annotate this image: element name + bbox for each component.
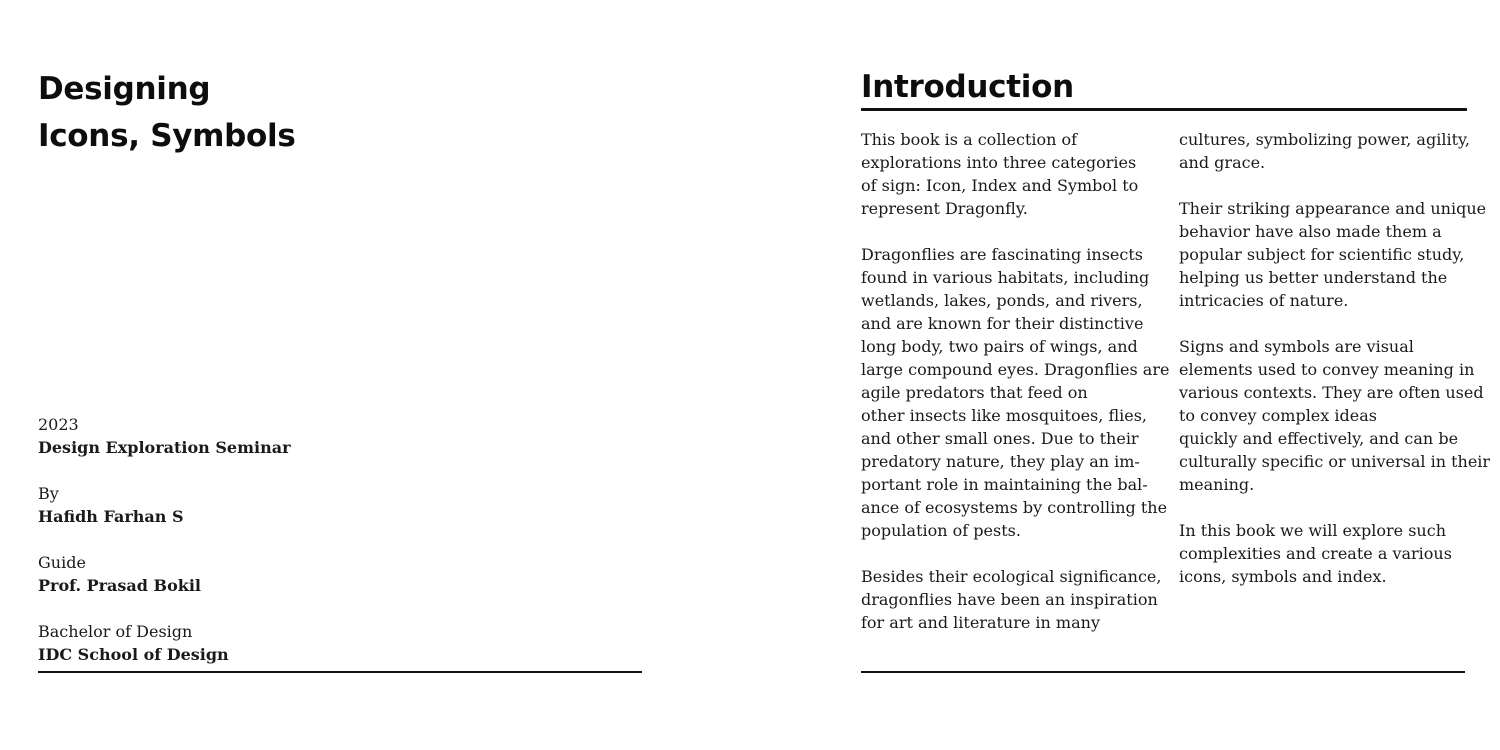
author-name: Hafidh Farhan S xyxy=(38,507,184,526)
text-column-1 xyxy=(861,128,1170,634)
text-line: ance of ecosystems by controlling the xyxy=(861,498,1168,517)
text-line: predatory nature, they play an im- xyxy=(861,452,1140,471)
text-line: portant role in maintaining the bal- xyxy=(861,475,1148,494)
text-line: dragonflies have been an inspiration xyxy=(861,590,1158,609)
paragraph xyxy=(1179,519,1479,588)
text-line: behavior have also made them a xyxy=(1179,222,1442,241)
text-line: and grace. xyxy=(1179,153,1266,172)
text-line: quickly and effectively, and can be xyxy=(1179,429,1459,448)
text-column-2 xyxy=(1179,128,1491,588)
text-line: explorations into three categories xyxy=(861,153,1137,172)
text-line: of sign: Icon, Index and Symbol to xyxy=(861,176,1139,195)
degree-label: Bachelor of Design xyxy=(38,622,193,641)
course-name: Design Exploration Seminar xyxy=(38,438,291,457)
paragraph xyxy=(1179,128,1479,174)
page-heading: Introduction xyxy=(861,69,1074,105)
text-line: cultures, symbolizing power, agility, xyxy=(1179,130,1470,149)
text-line: and are known for their distinctive xyxy=(861,314,1144,333)
guide-label: Guide xyxy=(38,553,86,572)
text-line: Their striking appearance and unique xyxy=(1179,199,1487,218)
title-line: Designing xyxy=(38,71,211,107)
text-line: elements used to convey meaning in xyxy=(1179,360,1475,379)
year-label: 2023 xyxy=(38,415,79,434)
text-line: large compound eyes. Dragonflies are xyxy=(861,360,1170,379)
text-line: various contexts. They are often used xyxy=(1179,383,1484,402)
text-line: and other small ones. Due to their xyxy=(861,429,1139,448)
text-line: culturally specific or universal in their xyxy=(1179,452,1491,471)
text-line: popular subject for scientific study, xyxy=(1179,245,1465,264)
text-line: Signs and symbols are visual xyxy=(1179,337,1414,356)
bottom-divider-right xyxy=(861,671,1465,673)
text-line: for art and literature in many xyxy=(861,613,1100,632)
text-line: agile predators that feed on xyxy=(861,383,1088,402)
paragraph xyxy=(861,243,1170,542)
credit-guide xyxy=(38,551,291,597)
text-line: represent Dragonfly. xyxy=(861,199,1028,218)
paragraph xyxy=(1179,335,1491,496)
text-line: Dragonflies are fascinating insects xyxy=(861,245,1143,264)
text-line: helping us better understand the xyxy=(1179,268,1448,287)
text-line: found in various habitats, including xyxy=(861,268,1150,287)
text-line: complexities and create a various xyxy=(1179,544,1452,563)
credit-institution xyxy=(38,620,291,666)
text-line: population of pests. xyxy=(861,521,1021,540)
text-line: Besides their ecological significance, xyxy=(861,567,1162,586)
credit-course xyxy=(38,413,291,459)
title-line: Icons, Symbols xyxy=(38,118,296,154)
by-label: By xyxy=(38,484,59,503)
text-line: to convey complex ideas xyxy=(1179,406,1377,425)
text-line: long body, two pairs of wings, and xyxy=(861,337,1138,356)
text-line: wetlands, lakes, ponds, and rivers, xyxy=(861,291,1143,310)
paragraph xyxy=(861,565,1161,634)
text-line: other insects like mosquitoes, flies, xyxy=(861,406,1147,425)
paragraph xyxy=(1179,197,1487,312)
bottom-divider-left xyxy=(38,671,642,673)
paragraph xyxy=(861,128,1161,220)
credit-author xyxy=(38,482,291,528)
text-line: intricacies of nature. xyxy=(1179,291,1349,310)
text-line: meaning. xyxy=(1179,475,1255,494)
text-line: icons, symbols and index. xyxy=(1179,567,1387,586)
guide-name: Prof. Prasad Bokil xyxy=(38,576,201,595)
heading-divider xyxy=(861,108,1467,111)
credits-block xyxy=(38,413,291,666)
book-title xyxy=(38,66,296,160)
school-name: IDC School of Design xyxy=(38,645,229,664)
text-line: This book is a collection of xyxy=(861,130,1078,149)
text-line: In this book we will explore such xyxy=(1179,521,1446,540)
